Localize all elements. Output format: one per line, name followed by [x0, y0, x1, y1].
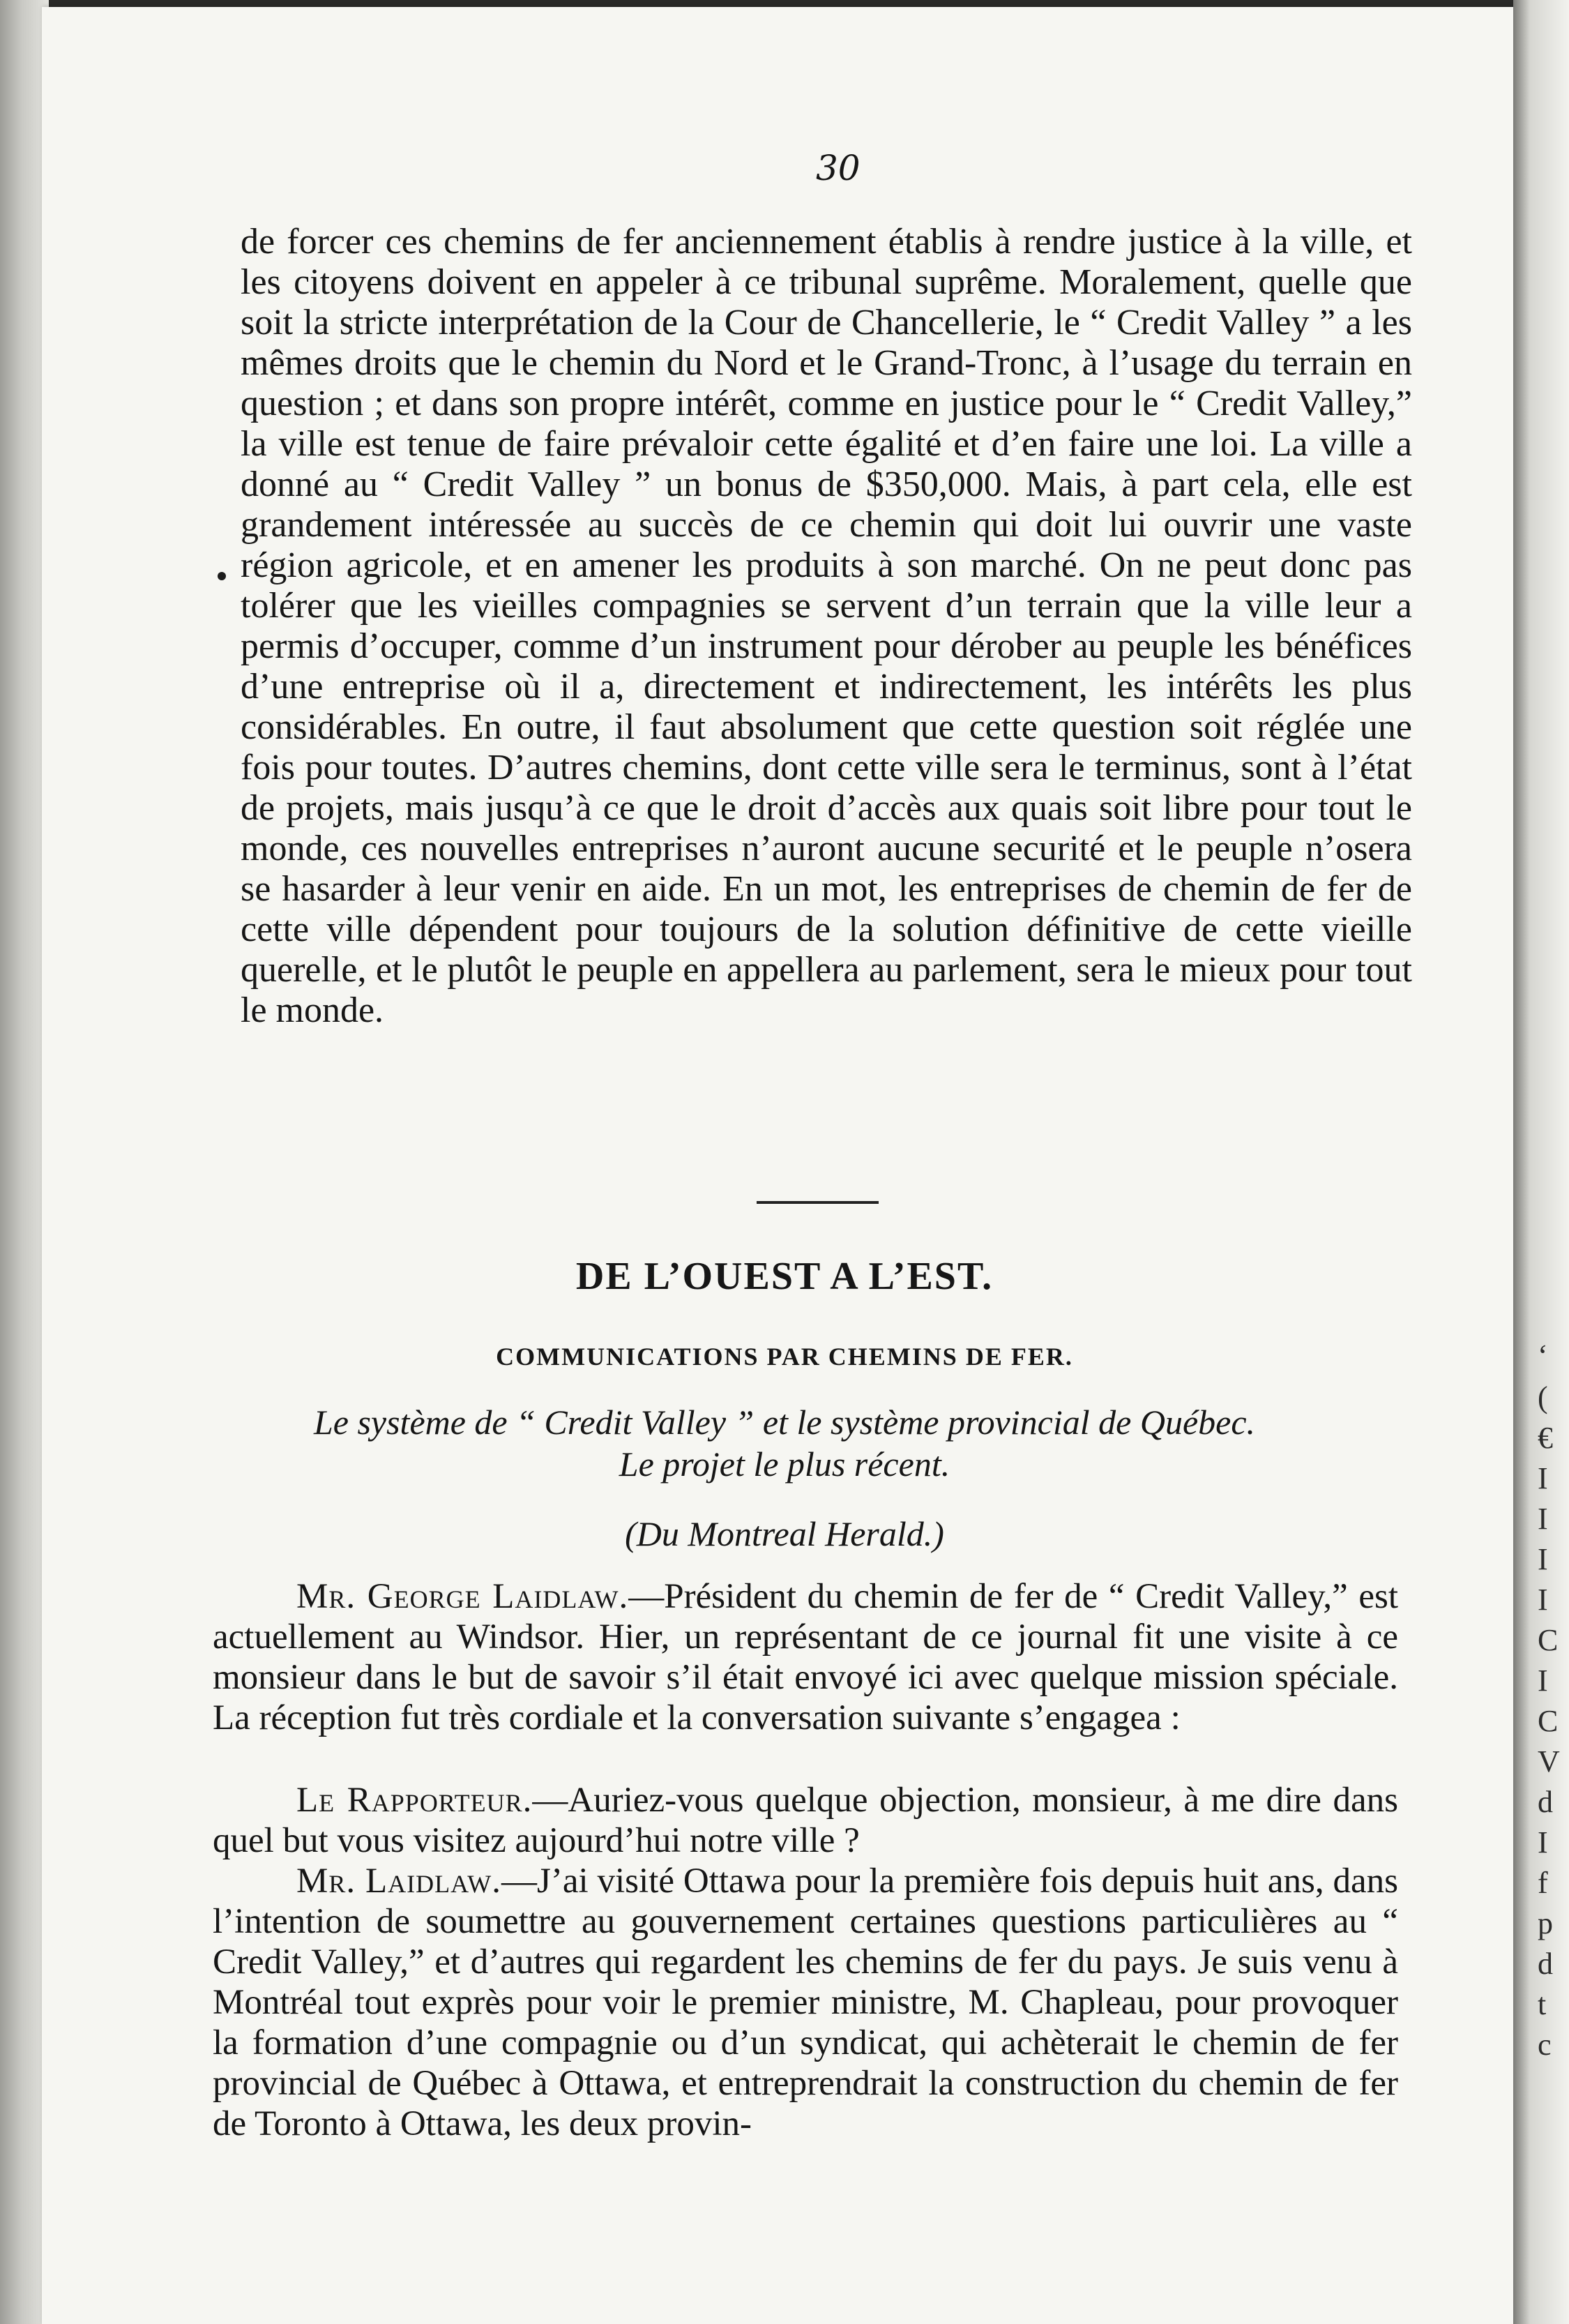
facing-page-fragment: I — [1538, 1542, 1548, 1576]
facing-page-fragment: ‘ — [1538, 1338, 1548, 1373]
facing-page-fragment: c — [1538, 2028, 1552, 2062]
facing-page-fragment: V — [1538, 1744, 1560, 1779]
article-caption: Le projet le plus récent. — [619, 1444, 950, 1484]
article-source: (Du Montreal Herald.) — [625, 1514, 944, 1553]
dialog-speaker: Mr. Laidlaw. — [296, 1862, 501, 1901]
article-title: DE L’OUEST A L’EST. — [575, 1255, 994, 1298]
facing-page-fragment: C — [1538, 1704, 1559, 1738]
facing-page-fragment: f — [1538, 1866, 1548, 1900]
facing-page-fragment: p — [1538, 1906, 1553, 1940]
dialog-paragraph — [213, 1576, 1398, 1738]
facing-page-fragment: € — [1538, 1421, 1553, 1455]
article-caption: Le système de “ Credit Valley ” et le système provincial de Québec. — [313, 1403, 1256, 1442]
facing-page-fragment: I — [1538, 1502, 1548, 1536]
dialog-text: —Président du chemin de fer de “ Credit Valley,” est actuellement au Windsor. Hier, un représentant de ce journal fit une visite à ce monsieur dans le but de savoir s’il était envoyé ici avec quelque mission spéciale. La réception fut très cordiale et la conversation suivante s’engagea : — [213, 1577, 1399, 1737]
facing-page-fragment: I — [1538, 1583, 1548, 1617]
section-divider — [757, 1201, 879, 1204]
dialog-text: —J’ai visité Ottawa pour la première fois depuis huit ans, dans l’intention de soumettre au gouvernement certaines questions particulières au “ Credit Valley,” et d’autres qui regardent les chemins de fer du pays. Je suis venu à Montréal tout exprès pour voir le premier ministre, M. Chapleau, pour provoquer la formation d’une compagnie ou d’un syndicat, qui achèterait le chemin de fer provincial de Québec à Ottawa, et entreprendrait la construction du chemin de fer de Toronto à Ottawa, les deux provin- — [213, 1862, 1398, 2143]
page-number: 30 — [816, 148, 861, 188]
article-subtitle: COMMUNICATIONS PAR CHEMINS DE FER. — [496, 1343, 1073, 1371]
facing-page-fragment: t — [1538, 1987, 1547, 2021]
dialog-paragraph — [213, 1780, 1398, 1861]
facing-page-fragment: d — [1538, 1947, 1553, 1981]
facing-page-fragment: C — [1538, 1623, 1559, 1657]
facing-page-fragment: d — [1538, 1785, 1553, 1819]
dialog-text: —Auriez-vous quelque objection, monsieur, à me dire dans quel but vous visitez aujourd’hui notre ville ? — [213, 1781, 1398, 1860]
dialog-speaker: Mr. George Laidlaw. — [296, 1577, 629, 1616]
margin-dot — [218, 572, 226, 580]
facing-page-fragment: I — [1538, 1461, 1548, 1495]
dialog-speaker: Le Rapporteur. — [296, 1781, 533, 1820]
facing-page-fragment: I — [1538, 1663, 1548, 1698]
facing-page-fragment: I — [1538, 1825, 1548, 1859]
body-paragraph: de forcer ces chemins de fer anciennement établis à rendre justice à la ville, et les citoyens doivent en appeler à ce tribunal suprême. Moralement, quelle que soit la stricte interprétation de la Cour de Chancellerie, le “ Credit Valley ” a les mêmes droits que le chemin du Nord et le Grand-Tronc, à l’usage du terrain en question ; et dans son propre intérêt, comme en justice pour le “ Credit Valley,” la ville est tenue de faire prévaloir cette égalité et d’en faire une loi. La ville a donné au “ Credit Valley ” un bonus de $350,000. Mais, à part cela, elle est grandement intéressée au succès de ce chemin qui doit lui ouvrir une vaste région agricole, et en amener les produits à son marché. On ne peut donc pas tolérer que les vieilles compagnies se servent d’un terrain que la ville leur a permis d’occuper, comme d’un instrument pour dérober au peuple les bénéfices d’une entreprise où il a, directement et indirectement, les intérêts les plus considérables. En outre, il faut absolument que cette question soit réglée une fois pour toutes. D’autres chemins, dont cette ville sera le terminus, sont à l’état de projets, mais jusqu’à ce que le droit d’accès aux quais soit libre pour tout le monde, ces nouvelles entreprises n’auront aucune securité et le peuple n’osera se hasarder à leur venir en aide. En un mot, les entreprises de chemin de fer de cette ville dépendent pour toujours de la solution définitive de cette vieille querelle, et le plutôt le peuple en appellera au parlement, sera le mieux pour tout le monde. — [241, 222, 1412, 1030]
dialog-paragraph — [213, 1861, 1398, 2144]
facing-page-fragment: ( — [1538, 1380, 1548, 1414]
